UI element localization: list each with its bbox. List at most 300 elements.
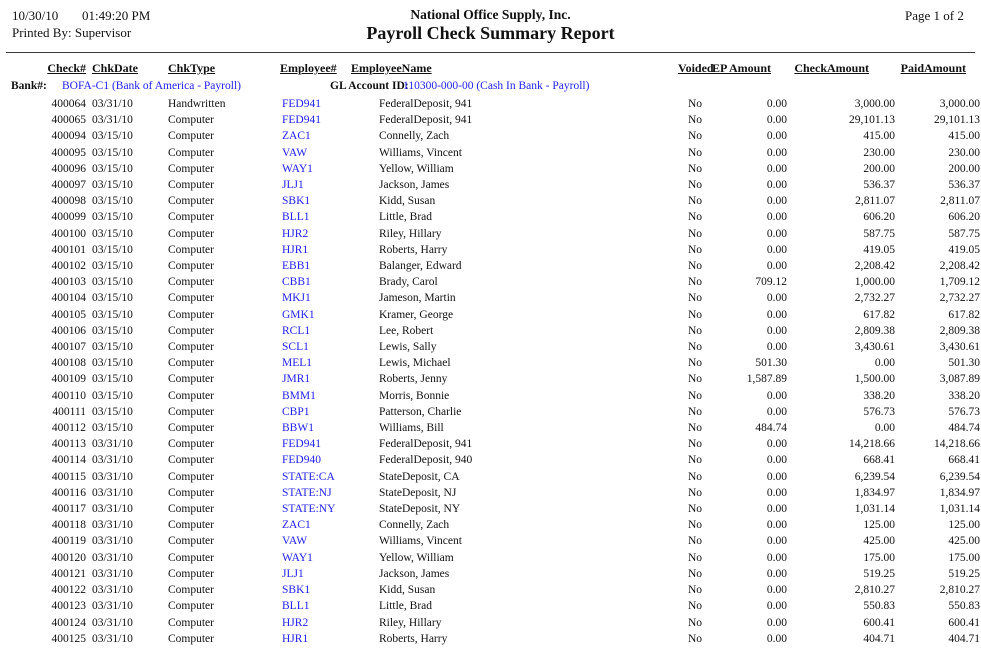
check-amount-cell: 230.00 xyxy=(863,146,895,159)
check-date-cell: 03/15/10 xyxy=(92,341,133,354)
column-header-check-date: ChkDate xyxy=(92,61,139,75)
voided-cell: No xyxy=(688,519,703,532)
header-divider xyxy=(6,52,975,53)
voided-cell: No xyxy=(688,357,703,370)
check-number-cell: 400101 xyxy=(51,243,86,256)
employee-id-link[interactable]: CBP1 xyxy=(282,405,310,418)
check-number-cell: 400108 xyxy=(51,357,86,370)
check-type-cell: Computer xyxy=(168,438,214,451)
check-amount-cell: 1,031.14 xyxy=(854,503,895,516)
employee-name-cell: StateDeposit, NJ xyxy=(379,486,457,499)
ep-amount-cell: 0.00 xyxy=(766,632,787,645)
check-amount-cell: 6,239.54 xyxy=(854,470,895,483)
ep-amount-cell: 0.00 xyxy=(766,389,787,402)
employee-id-link[interactable]: SCL1 xyxy=(282,341,309,354)
check-type-cell: Computer xyxy=(168,114,214,127)
ep-amount-cell: 0.00 xyxy=(766,130,787,143)
ep-amount-cell: 0.00 xyxy=(766,567,787,580)
ep-amount-cell: 0.00 xyxy=(766,98,787,110)
employee-id-link[interactable]: VAW xyxy=(282,146,308,159)
voided-cell: No xyxy=(688,405,703,418)
check-amount-cell: 3,430.61 xyxy=(854,341,895,354)
paid-amount-cell: 2,809.38 xyxy=(939,324,980,337)
check-type-cell: Computer xyxy=(168,227,214,240)
employee-id-link[interactable]: FED941 xyxy=(282,438,321,451)
table-row xyxy=(0,242,980,258)
voided-cell: No xyxy=(688,227,703,240)
employee-id-link[interactable]: HJR2 xyxy=(282,227,309,240)
check-amount-cell: 668.41 xyxy=(863,454,895,467)
voided-cell: No xyxy=(688,179,703,192)
check-amount-cell: 1,500.00 xyxy=(854,373,895,386)
check-type-cell: Computer xyxy=(168,584,214,597)
check-type-cell: Handwritten xyxy=(168,98,226,110)
gl-account-link[interactable]: 110300-000-00 (Cash In Bank - Payroll) xyxy=(403,80,590,92)
check-type-cell: Computer xyxy=(168,357,214,370)
ep-amount-cell: 0.00 xyxy=(766,486,787,499)
employee-name-cell: Riley, Hillary xyxy=(379,616,442,629)
check-amount-cell: 0.00 xyxy=(874,422,895,435)
employee-id-link[interactable]: FED940 xyxy=(282,454,321,467)
check-number-cell: 400064 xyxy=(51,98,86,110)
voided-cell: No xyxy=(688,454,703,467)
voided-cell: No xyxy=(688,373,703,386)
check-number-cell: 400118 xyxy=(51,519,86,532)
table-row xyxy=(0,485,980,501)
check-number-cell: 400124 xyxy=(51,616,86,629)
ep-amount-cell: 0.00 xyxy=(766,616,787,629)
employee-id-link[interactable]: VAW xyxy=(282,535,308,548)
check-type-cell: Computer xyxy=(168,632,214,645)
employee-name-cell: Little, Brad xyxy=(379,211,433,224)
check-amount-cell: 2,732.27 xyxy=(854,292,895,305)
paid-amount-cell: 2,732.27 xyxy=(939,292,980,305)
table-row xyxy=(0,193,980,209)
check-type-cell: Computer xyxy=(168,146,214,159)
check-date-cell: 03/31/10 xyxy=(92,98,133,110)
table-row xyxy=(0,145,980,161)
voided-cell: No xyxy=(688,389,703,402)
check-number-cell: 400106 xyxy=(51,324,86,337)
ep-amount-cell: 0.00 xyxy=(766,600,787,613)
check-number-cell: 400123 xyxy=(51,600,86,613)
voided-cell: No xyxy=(688,567,703,580)
employee-id-link[interactable]: JMR1 xyxy=(282,373,311,386)
table-row xyxy=(0,177,980,193)
employee-name-cell: Williams, Vincent xyxy=(379,146,462,159)
table-row xyxy=(0,323,980,339)
voided-cell: No xyxy=(688,146,703,159)
check-number-cell: 400125 xyxy=(51,632,86,645)
check-type-cell: Computer xyxy=(168,211,214,224)
check-number-cell: 400097 xyxy=(51,179,86,192)
employee-name-cell: Lewis, Michael xyxy=(379,357,451,370)
check-number-cell: 400107 xyxy=(51,341,86,354)
employee-id-link[interactable]: WAY1 xyxy=(282,162,313,175)
employee-id-link[interactable]: WAY1 xyxy=(282,551,313,564)
check-amount-cell: 576.73 xyxy=(863,405,895,418)
employee-name-cell: Roberts, Jenny xyxy=(379,373,448,386)
check-type-cell: Computer xyxy=(168,422,214,435)
ep-amount-cell: 0.00 xyxy=(766,292,787,305)
column-header-check-amount: CheckAmount xyxy=(794,61,869,75)
paid-amount-cell: 1,834.97 xyxy=(939,486,980,499)
check-number-cell: 400122 xyxy=(51,584,86,597)
ep-amount-cell: 0.00 xyxy=(766,179,787,192)
table-row xyxy=(0,226,980,242)
employee-id-link[interactable]: JLJ1 xyxy=(282,179,304,192)
check-amount-cell: 14,218.66 xyxy=(849,438,895,451)
check-type-cell: Computer xyxy=(168,535,214,548)
check-amount-cell: 3,000.00 xyxy=(854,98,895,110)
check-amount-cell: 2,809.38 xyxy=(854,324,895,337)
check-type-cell: Computer xyxy=(168,600,214,613)
paid-amount-cell: 419.05 xyxy=(948,243,980,256)
ep-amount-cell: 0.00 xyxy=(766,114,787,127)
paid-amount-cell: 550.83 xyxy=(948,600,980,613)
table-row xyxy=(0,274,980,290)
employee-id-link[interactable]: ZAC1 xyxy=(282,519,311,532)
check-amount-cell: 1,834.97 xyxy=(854,486,895,499)
employee-id-link[interactable]: HJR1 xyxy=(282,243,309,256)
check-date-cell: 03/15/10 xyxy=(92,211,133,224)
employee-id-link[interactable]: STATE:NJ xyxy=(282,486,332,499)
table-body xyxy=(0,96,980,647)
ep-amount-cell: 0.00 xyxy=(766,551,787,564)
paid-amount-cell: 175.00 xyxy=(948,551,980,564)
ep-amount-cell: 0.00 xyxy=(766,454,787,467)
check-type-cell: Computer xyxy=(168,324,214,337)
employee-name-cell: Little, Brad xyxy=(379,600,433,613)
employee-id-link[interactable]: GMK1 xyxy=(282,308,315,321)
voided-cell: No xyxy=(688,632,703,645)
table-header-row xyxy=(0,61,980,79)
paid-amount-cell: 2,208.42 xyxy=(939,260,980,273)
check-type-cell: Computer xyxy=(168,373,214,386)
paid-amount-cell: 3,087.89 xyxy=(939,373,980,386)
check-type-cell: Computer xyxy=(168,162,214,175)
paid-amount-cell: 519.25 xyxy=(948,567,980,580)
ep-amount-cell: 0.00 xyxy=(766,503,787,516)
check-number-cell: 400112 xyxy=(51,422,86,435)
employee-id-link[interactable]: MEL1 xyxy=(282,357,313,370)
paid-amount-cell: 1,031.14 xyxy=(939,503,980,516)
check-date-cell: 03/15/10 xyxy=(92,130,133,143)
paid-amount-cell: 14,218.66 xyxy=(934,438,980,451)
check-date-cell: 03/15/10 xyxy=(92,195,133,208)
table-row xyxy=(0,128,980,144)
bank-summary-row xyxy=(0,79,980,96)
table-row xyxy=(0,631,980,647)
employee-id-link[interactable]: HJR1 xyxy=(282,632,309,645)
check-amount-cell: 29,101.13 xyxy=(849,114,895,127)
employee-id-link[interactable]: BBW1 xyxy=(282,422,314,435)
ep-amount-cell: 0.00 xyxy=(766,519,787,532)
check-amount-cell: 600.41 xyxy=(863,616,895,629)
check-amount-cell: 519.25 xyxy=(863,567,895,580)
check-number-cell: 400098 xyxy=(51,195,86,208)
check-number-cell: 400115 xyxy=(51,470,86,483)
employee-name-cell: Roberts, Harry xyxy=(379,243,448,256)
voided-cell: No xyxy=(688,438,703,451)
check-type-cell: Computer xyxy=(168,292,214,305)
employee-id-link[interactable]: CBB1 xyxy=(282,276,311,289)
paid-amount-cell: 536.37 xyxy=(948,179,980,192)
table-row xyxy=(0,355,980,371)
employee-id-link[interactable]: ZAC1 xyxy=(282,130,311,143)
check-number-cell: 400111 xyxy=(52,405,86,418)
table-row xyxy=(0,388,980,404)
check-number-cell: 400102 xyxy=(51,260,86,273)
check-number-cell: 400104 xyxy=(51,292,86,305)
check-number-cell: 400121 xyxy=(51,567,86,580)
ep-amount-cell: 484.74 xyxy=(755,422,787,435)
printed-by: Printed By: Supervisor xyxy=(12,25,132,40)
check-number-cell: 400113 xyxy=(51,438,86,451)
check-date-cell: 03/15/10 xyxy=(92,389,133,402)
column-header-employee-name: EmployeeName xyxy=(351,61,432,75)
check-date-cell: 03/15/10 xyxy=(92,227,133,240)
table-row xyxy=(0,533,980,549)
table-row xyxy=(0,307,980,323)
employee-name-cell: Kidd, Susan xyxy=(379,195,436,208)
check-date-cell: 03/15/10 xyxy=(92,276,133,289)
employee-name-cell: Kramer, George xyxy=(379,308,454,321)
paid-amount-cell: 587.75 xyxy=(948,227,980,240)
voided-cell: No xyxy=(688,292,703,305)
check-type-cell: Computer xyxy=(168,470,214,483)
table-row xyxy=(0,582,980,598)
table-row xyxy=(0,566,980,582)
paid-amount-cell: 2,810.27 xyxy=(939,584,980,597)
employee-id-link[interactable]: FED941 xyxy=(282,98,321,110)
check-amount-cell: 419.05 xyxy=(863,243,895,256)
check-number-cell: 400094 xyxy=(51,130,86,143)
employee-name-cell: Morris, Bonnie xyxy=(379,389,450,402)
check-number-cell: 400065 xyxy=(51,114,86,127)
check-number-cell: 400103 xyxy=(51,276,86,289)
employee-name-cell: StateDeposit, NY xyxy=(379,503,461,516)
check-type-cell: Computer xyxy=(168,243,214,256)
check-amount-cell: 125.00 xyxy=(863,519,895,532)
check-amount-cell: 2,208.42 xyxy=(854,260,895,273)
voided-cell: No xyxy=(688,211,703,224)
employee-name-cell: Balanger, Edward xyxy=(379,260,462,273)
print-time: 01:49:20 PM xyxy=(82,8,151,23)
paid-amount-cell: 404.71 xyxy=(948,632,980,645)
employee-name-cell: Lewis, Sally xyxy=(379,341,437,354)
voided-cell: No xyxy=(688,600,703,613)
check-type-cell: Computer xyxy=(168,130,214,143)
voided-cell: No xyxy=(688,98,703,110)
page-indicator: Page 1 of 2 xyxy=(905,8,964,23)
check-amount-cell: 425.00 xyxy=(863,535,895,548)
check-number-cell: 400095 xyxy=(51,146,86,159)
column-header-ep-amount: EP Amount xyxy=(712,61,772,75)
employee-name-cell: Riley, Hillary xyxy=(379,227,442,240)
check-date-cell: 03/15/10 xyxy=(92,162,133,175)
voided-cell: No xyxy=(688,243,703,256)
ep-amount-cell: 501.30 xyxy=(755,357,787,370)
table-row xyxy=(0,550,980,566)
check-type-cell: Computer xyxy=(168,276,214,289)
check-number-cell: 400099 xyxy=(51,211,86,224)
check-number-cell: 400117 xyxy=(51,503,86,516)
check-date-cell: 03/31/10 xyxy=(92,551,133,564)
paid-amount-cell: 600.41 xyxy=(948,616,980,629)
employee-name-cell: StateDeposit, CA xyxy=(379,470,460,483)
table-row xyxy=(0,290,980,306)
check-amount-cell: 1,000.00 xyxy=(854,276,895,289)
employee-id-link[interactable]: STATE:CA xyxy=(282,470,335,483)
employee-name-cell: FederalDeposit, 941 xyxy=(379,438,473,451)
table-row xyxy=(0,615,980,631)
check-amount-cell: 587.75 xyxy=(863,227,895,240)
paid-amount-cell: 617.82 xyxy=(948,308,980,321)
check-amount-cell: 415.00 xyxy=(863,130,895,143)
ep-amount-cell: 0.00 xyxy=(766,438,787,451)
column-header-employee-id: Employee# xyxy=(280,61,337,75)
employee-id-link[interactable]: SBK1 xyxy=(282,584,311,597)
voided-cell: No xyxy=(688,551,703,564)
voided-cell: No xyxy=(688,535,703,548)
ep-amount-cell: 0.00 xyxy=(766,146,787,159)
check-date-cell: 03/15/10 xyxy=(92,357,133,370)
employee-name-cell: Jackson, James xyxy=(379,567,450,580)
voided-cell: No xyxy=(688,276,703,289)
check-number-cell: 400100 xyxy=(51,227,86,240)
employee-name-cell: Connelly, Zach xyxy=(379,130,450,143)
check-date-cell: 03/31/10 xyxy=(92,584,133,597)
check-type-cell: Computer xyxy=(168,389,214,402)
ep-amount-cell: 0.00 xyxy=(766,308,787,321)
check-date-cell: 03/15/10 xyxy=(92,179,133,192)
check-date-cell: 03/15/10 xyxy=(92,260,133,273)
payroll-check-table xyxy=(0,61,980,647)
table-row xyxy=(0,112,980,128)
table-row xyxy=(0,161,980,177)
check-date-cell: 03/15/10 xyxy=(92,308,133,321)
check-date-cell: 03/31/10 xyxy=(92,616,133,629)
check-amount-cell: 550.83 xyxy=(863,600,895,613)
paid-amount-cell: 230.00 xyxy=(948,146,980,159)
gl-account-label: GL Account ID: xyxy=(330,80,409,92)
check-type-cell: Computer xyxy=(168,405,214,418)
voided-cell: No xyxy=(688,584,703,597)
employee-name-cell: FederalDeposit, 940 xyxy=(379,454,473,467)
employee-id-link[interactable]: RCL1 xyxy=(282,324,311,337)
check-number-cell: 400096 xyxy=(51,162,86,175)
column-header-paid-amount: PaidAmount xyxy=(900,61,966,75)
employee-name-cell: Yellow, William xyxy=(379,551,454,564)
ep-amount-cell: 709.12 xyxy=(755,276,787,289)
employee-id-link[interactable]: BMM1 xyxy=(282,389,316,402)
ep-amount-cell: 0.00 xyxy=(766,535,787,548)
paid-amount-cell: 3,430.61 xyxy=(939,341,980,354)
check-type-cell: Computer xyxy=(168,519,214,532)
paid-amount-cell: 415.00 xyxy=(948,130,980,143)
check-amount-cell: 2,811.07 xyxy=(855,195,895,208)
paid-amount-cell: 606.20 xyxy=(948,211,980,224)
employee-id-link[interactable]: JLJ1 xyxy=(282,567,304,580)
bank-id-link[interactable]: BOFA-C1 (Bank of America - Payroll) xyxy=(62,80,241,92)
employee-id-link[interactable]: EBB1 xyxy=(282,260,311,273)
employee-id-link[interactable]: FED941 xyxy=(282,114,321,127)
ep-amount-cell: 0.00 xyxy=(766,243,787,256)
check-date-cell: 03/15/10 xyxy=(92,405,133,418)
check-amount-cell: 536.37 xyxy=(863,179,895,192)
check-number-cell: 400114 xyxy=(51,454,86,467)
table-row xyxy=(0,371,980,387)
check-amount-cell: 2,810.27 xyxy=(854,584,895,597)
paid-amount-cell: 338.20 xyxy=(948,389,980,402)
ep-amount-cell: 0.00 xyxy=(766,584,787,597)
check-type-cell: Computer xyxy=(168,454,214,467)
bank-number-label: Bank#: xyxy=(11,80,47,92)
ep-amount-cell: 0.00 xyxy=(766,211,787,224)
paid-amount-cell: 484.74 xyxy=(948,422,980,435)
employee-id-link[interactable]: MKJ1 xyxy=(282,292,311,305)
paid-amount-cell: 425.00 xyxy=(948,535,980,548)
table-row xyxy=(0,469,980,485)
check-date-cell: 03/31/10 xyxy=(92,519,133,532)
check-number-cell: 400109 xyxy=(51,373,86,386)
check-date-cell: 03/31/10 xyxy=(92,503,133,516)
check-date-cell: 03/31/10 xyxy=(92,470,133,483)
check-type-cell: Computer xyxy=(168,486,214,499)
ep-amount-cell: 0.00 xyxy=(766,260,787,273)
ep-amount-cell: 0.00 xyxy=(766,162,787,175)
table-row xyxy=(0,209,980,225)
ep-amount-cell: 0.00 xyxy=(766,405,787,418)
check-number-cell: 400105 xyxy=(51,308,86,321)
check-date-cell: 03/15/10 xyxy=(92,243,133,256)
ep-amount-cell: 0.00 xyxy=(766,324,787,337)
employee-name-cell: Brady, Carol xyxy=(379,276,438,289)
employee-id-link[interactable]: BLL1 xyxy=(282,600,310,613)
check-type-cell: Computer xyxy=(168,567,214,580)
check-date-cell: 03/15/10 xyxy=(92,146,133,159)
voided-cell: No xyxy=(688,486,703,499)
table-row xyxy=(0,420,980,436)
check-date-cell: 03/15/10 xyxy=(92,373,133,386)
table-row xyxy=(0,501,980,517)
paid-amount-cell: 3,000.00 xyxy=(939,98,980,110)
check-amount-cell: 606.20 xyxy=(863,211,895,224)
employee-name-cell: Williams, Vincent xyxy=(379,535,462,548)
employee-id-link[interactable]: HJR2 xyxy=(282,616,309,629)
paid-amount-cell: 29,101.13 xyxy=(934,114,980,127)
ep-amount-cell: 1,587.89 xyxy=(746,373,787,386)
ep-amount-cell: 0.00 xyxy=(766,195,787,208)
voided-cell: No xyxy=(688,324,703,337)
table-row xyxy=(0,436,980,452)
check-amount-cell: 338.20 xyxy=(863,389,895,402)
employee-id-link[interactable]: SBK1 xyxy=(282,195,311,208)
table-row xyxy=(0,452,980,468)
employee-id-link[interactable]: STATE:NY xyxy=(282,503,336,516)
check-type-cell: Computer xyxy=(168,503,214,516)
employee-id-link[interactable]: BLL1 xyxy=(282,211,310,224)
check-type-cell: Computer xyxy=(168,179,214,192)
check-amount-cell: 0.00 xyxy=(874,357,895,370)
check-date-cell: 03/31/10 xyxy=(92,438,133,451)
paid-amount-cell: 125.00 xyxy=(948,519,980,532)
voided-cell: No xyxy=(688,308,703,321)
check-date-cell: 03/31/10 xyxy=(92,486,133,499)
check-type-cell: Computer xyxy=(168,616,214,629)
voided-cell: No xyxy=(688,162,703,175)
